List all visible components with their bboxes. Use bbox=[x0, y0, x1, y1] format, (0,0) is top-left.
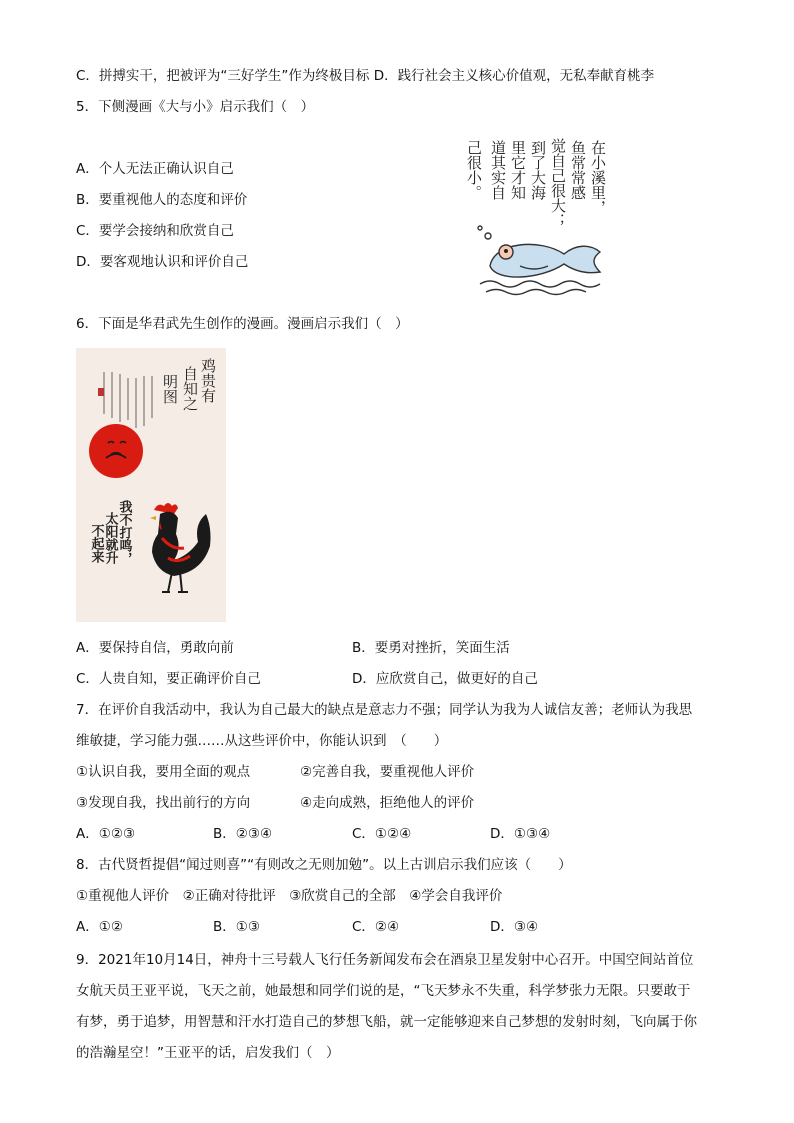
q5-stem: 5．下侧漫画《大与小》启示我们（ ） bbox=[76, 99, 315, 115]
q5-option-d[interactable]: D．要客观地认识和评价自己 bbox=[76, 254, 249, 270]
q7-stem-line-2: 维敏捷，学习能力强……从这些评价中，你能认识到 （ ） bbox=[76, 733, 448, 749]
q6-option-d[interactable]: D．应欣赏自己，做更好的自己 bbox=[352, 671, 538, 687]
q4-options-cd: C．拼搏实干，把被评为“三好学生”作为终极目标 D．践行社会主义核心价值观，无私奉献育桃李 bbox=[76, 68, 655, 84]
q9-line-2: 女航天员王亚平说，飞天之前，她最想和同学们说的是，“飞天梦永不失重，科学梦张力无限。只要敢于 bbox=[76, 983, 691, 999]
q8-choice-a[interactable]: A．①② bbox=[76, 919, 123, 935]
q8-items: ①重视他人评价 ②正确对待批评 ③欣赏自己的全部 ④学会自我评价 bbox=[76, 888, 503, 904]
q7-item-2: ②完善自我，要重视他人评价 bbox=[300, 764, 475, 780]
q7-choice-c[interactable]: C．①②④ bbox=[352, 826, 412, 842]
q7-item-3: ③发现自我，找出前行的方向 bbox=[76, 795, 251, 811]
q9-line-3: 有梦，勇于追梦，用智慧和汗水打造自己的梦想飞船，就一定能够迎来自己梦想的发射时刻，飞向属于你 bbox=[76, 1014, 697, 1030]
q8-stem: 8．古代贤哲提倡“闻过则喜”“有则改之无则加勉”。以上古训启示我们应该（ ） bbox=[76, 857, 572, 873]
q5-option-a[interactable]: A．个人无法正确认识自己 bbox=[76, 161, 234, 177]
red-seal-stamp bbox=[98, 388, 104, 396]
rooster-speech-col-3: 不起来 bbox=[88, 524, 104, 563]
fish-cartoon-image bbox=[460, 134, 610, 298]
q5-option-c[interactable]: C．要学会接纳和欣赏自己 bbox=[76, 223, 234, 239]
q7-choice-b[interactable]: B．②③④ bbox=[213, 826, 273, 842]
fish-caption-col-1: 在小溪里， bbox=[589, 140, 607, 215]
rooster-speech-col-2: 太阳就升 bbox=[102, 512, 118, 564]
q8-choice-d[interactable]: D．③④ bbox=[490, 919, 539, 935]
fish-caption-col-7: 己很小。 bbox=[465, 140, 483, 200]
q7-item-4: ④走向成熟，拒绝他人的评价 bbox=[300, 795, 475, 811]
q6-option-c[interactable]: C．人贵自知，要正确评价自己 bbox=[76, 671, 261, 687]
fish-caption-col-5: 里它才知 bbox=[509, 140, 527, 200]
q8-choice-b[interactable]: B．①③ bbox=[213, 919, 260, 935]
rooster-speech-col-1: 我不打鸣， bbox=[116, 500, 132, 565]
cartoon-title-col-1: 鸡贵有 bbox=[199, 358, 217, 403]
fish-caption-col-4: 到了大海 bbox=[529, 140, 547, 200]
q7-choice-d[interactable]: D．①③④ bbox=[490, 826, 551, 842]
q9-line-1: 9．2021年10月14日，神舟十三号载人飞行任务新闻发布会在酒泉卫星发射中心召开。中国空间站首位 bbox=[76, 952, 694, 968]
q7-choice-a[interactable]: A．①②③ bbox=[76, 826, 136, 842]
fish-caption-col-6: 道其实自 bbox=[489, 140, 507, 200]
fish-caption-col-2: 鱼常常感 bbox=[569, 140, 587, 200]
q7-stem-line-1: 7．在评价自我活动中，我认为自己最大的缺点是意志力不强；同学认为我为人诚信友善；老师认为我思 bbox=[76, 702, 693, 718]
q7-item-1: ①认识自我，要用全面的观点 bbox=[76, 764, 251, 780]
cartoon-title-col-2: 自知之 bbox=[181, 366, 199, 411]
q8-choice-c[interactable]: C．②④ bbox=[352, 919, 400, 935]
cartoon-title-col-3: 明图 bbox=[161, 374, 179, 404]
q6-option-b[interactable]: B．要勇对挫折，笑面生活 bbox=[352, 640, 510, 656]
q6-stem: 6．下面是华君武先生创作的漫画。漫画启示我们（ ） bbox=[76, 316, 409, 332]
q5-option-b[interactable]: B．要重视他人的态度和评价 bbox=[76, 192, 248, 208]
red-sun-icon bbox=[89, 424, 143, 478]
fish-caption-col-3: 觉自己很大； bbox=[549, 138, 567, 228]
q9-line-4: 的浩瀚星空！”王亚平的话，启发我们（ ） bbox=[76, 1045, 340, 1061]
q6-option-a[interactable]: A．要保持自信，勇敢向前 bbox=[76, 640, 234, 656]
rooster-cartoon-image bbox=[76, 348, 226, 622]
fish-drawing bbox=[478, 226, 600, 295]
